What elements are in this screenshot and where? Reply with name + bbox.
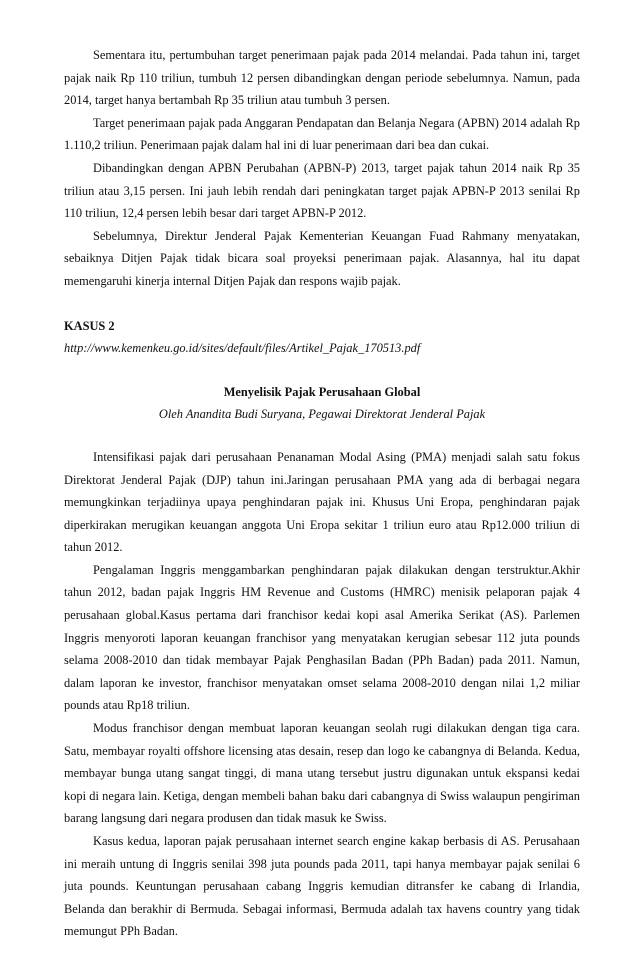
article-paragraph-4: Kasus kedua, laporan pajak perusahaan internet search engine kakap berbasis di AS. Perusahaan ini meraih untung di Inggris senilai 398 juta pounds pada 2011, tapi hanya membayar pajak senilai 6 juta pounds. Keuntungan perusahaan cabang Inggris kemudian ditransfer ke cabang di Irlandia, Belanda dan berakhir di Bermuda. Sebagai informasi, Bermuda adalah tax havens country yang tidak memungut PPh Badan. bbox=[64, 834, 580, 939]
intro-paragraph-2: Target penerimaan pajak pada Anggaran Pendapatan dan Belanja Negara (APBN) 2014 adalah Rp 1.110,2 triliun. Penerimaan pajak dalam hal ini di luar penerimaan dari bea dan cukai. bbox=[64, 115, 580, 153]
article-paragraph-2: Pengalaman Inggris menggambarkan penghindaran pajak dilakukan dengan terstruktur.Akhir tahun 2012, badan pajak Inggris HM Revenue and Customs (HMRC) menisik pelaporan pajak 4 perusahaan global.Kasus pertama dari franchisor kedai kopi asal Amerika Serikat (AS). Parlemen Inggris menyoroti laporan keuangan franchisor yang menyatakan kerugian sebesar 112 juta pounds selama 2008-2010 dan tidak membayar Pajak Penghasilan Badan (PPh Badan) pada 2011. Namun, dalam laporan ke investor, franchisor menyatakan omset selama 2008-2010 dengan nilai 1,2 miliar pounds atau Rp18 triliun. bbox=[64, 562, 580, 713]
intro-paragraph-1: Sementara itu, pertumbuhan target penerimaan pajak pada 2014 melandai. Pada tahun ini, target pajak naik Rp 110 triliun, tumbuh 12 persen dibandingkan dengan periode sebelumnya. Namun, pada 2014, target hanya bertambah Rp 35 triliun atau tumbuh 3 persen. bbox=[64, 48, 580, 108]
section-spacer bbox=[64, 293, 580, 315]
intro-paragraph-4: Sebelumnya, Direktur Jenderal Pajak Kementerian Keuangan Fuad Rahmany menyatakan, sebaiknya Ditjen Pajak tidak bicara soal proyeksi penerimaan pajak. Alasannya, hal itu dapat memengaruhi kinerja internal Ditjen Pajak dan respons wajib pajak. bbox=[64, 228, 580, 288]
title-spacer bbox=[64, 360, 580, 381]
body-spacer bbox=[64, 426, 580, 446]
document-page bbox=[64, 44, 580, 943]
article-paragraph-3: Modus franchisor dengan membuat laporan keuangan seolah rugi dilakukan dengan tiga cara. Satu, membayar royalti offshore licensing atas desain, resep dan logo ke cabangnya di Belanda. Kedua, membayar bunga utang sangat tinggi, di mana utang tersebut justru digunakan untuk ekspansi kedai kopi di negara lain. Ketiga, dengan membeli bahan baku dari cabangnya di Swiss walaupun pengiriman barang langsung dari negara produsen dan tidak masuk ke Swiss. bbox=[64, 721, 580, 826]
case-heading: KASUS 2 bbox=[64, 318, 115, 333]
article-author: Oleh Anandita Budi Suryana, Pegawai Direktorat Jenderal Pajak bbox=[158, 407, 486, 422]
article-title: Menyelisik Pajak Perusahaan Global bbox=[223, 384, 421, 399]
article-paragraph-1: Intensifikasi pajak dari perusahaan Penanaman Modal Asing (PMA) menjadi salah satu fokus Direktorat Jenderal Pajak (DJP) tahun ini.Jaringan perusahaan PMA yang ada di berbagai negara memungkinkan terjadiinya upaya penghindaran pajak ini. Khusus Uni Eropa, penghindaran pajak diperkirakan merugikan keuangan anggota Uni Eropa sekitar 1 triliun euro atau Rp12.000 triliun di tahun 2012. bbox=[64, 449, 580, 555]
intro-paragraph-3: Dibandingkan dengan APBN Perubahan (APBN-P) 2013, target pajak tahun 2014 naik Rp 35 triliun atau 3,15 persen. Ini jauh lebih rendah dari peningkatan target pajak APBN-P 2013 senilai Rp 110 triliun, 12,4 persen lebih besar dari target APBN-P 2012. bbox=[64, 160, 580, 221]
source-url: http://www.kemenkeu.go.id/sites/default/files/Artikel_Pajak_170513.pdf bbox=[64, 341, 421, 356]
